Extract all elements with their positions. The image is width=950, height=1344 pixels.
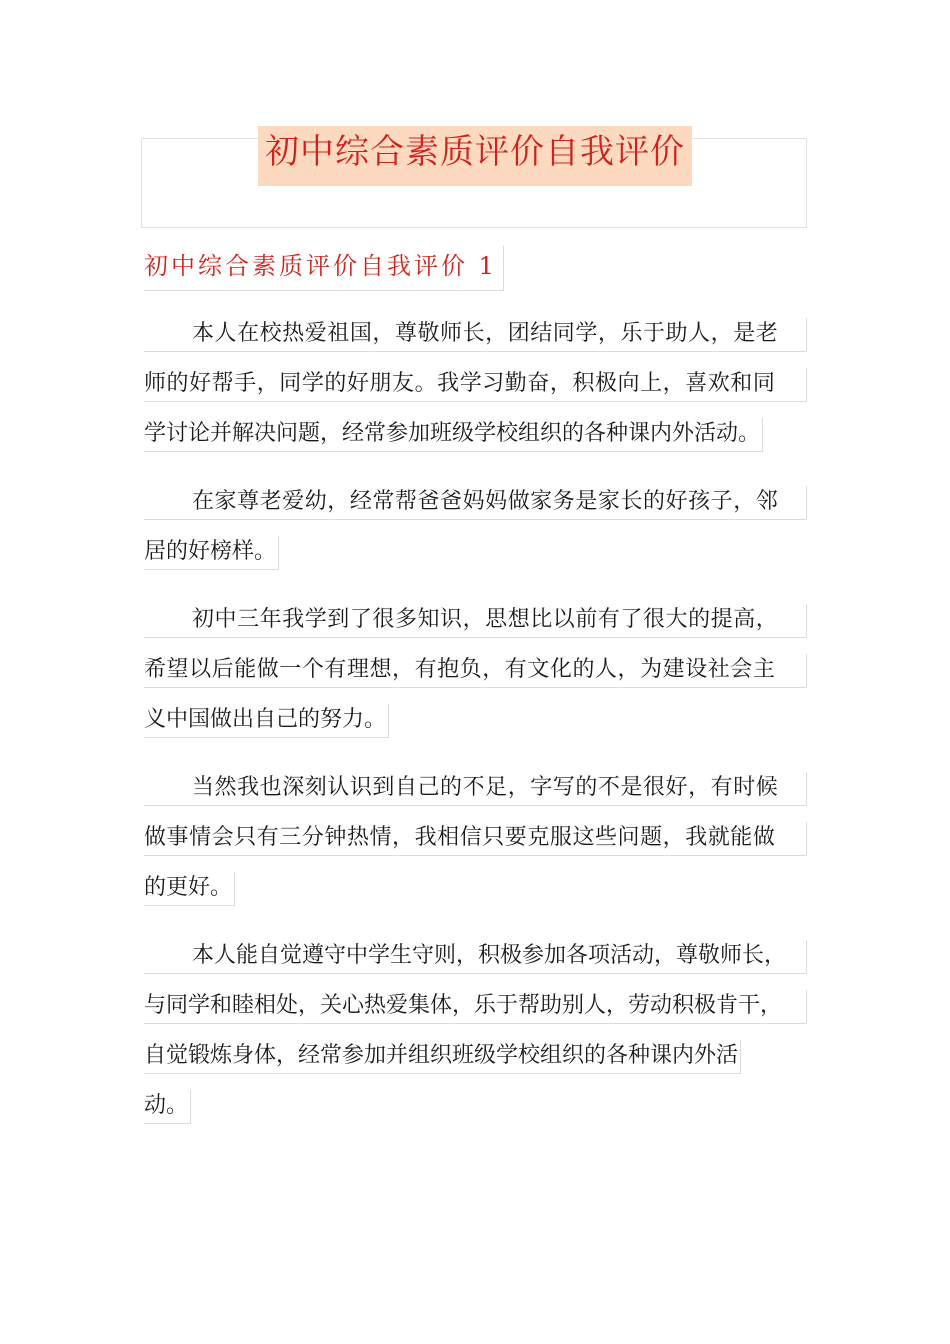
paragraph-5-line-3: 自觉锻炼身体，经常参加并组织班级学校组织的各种课内外活 xyxy=(144,1040,741,1074)
paragraph-5-line-4: 动。 xyxy=(144,1090,191,1124)
paragraph-5-line-2: 与同学和睦相处，关心热爱集体，乐于帮助别人，劳动积极肯干， xyxy=(144,990,807,1024)
paragraph-1-line-1: 本人在校热爱祖国，尊敬师长，团结同学，乐于助人，是老 xyxy=(144,318,807,352)
paragraph-2-line-1: 在家尊老爱幼，经常帮爸爸妈妈做家务是家长的好孩子，邻 xyxy=(144,486,807,520)
section-heading: 初中综合素质评价自我评价 1 xyxy=(144,246,504,291)
paragraph-1-line-2: 师的好帮手，同学的好朋友。我学习勤奋，积极向上，喜欢和同 xyxy=(144,368,807,402)
paragraph-3-line-3: 义中国做出自己的努力。 xyxy=(144,704,389,738)
paragraph-3-line-1: 初中三年我学到了很多知识，思想比以前有了很大的提高， xyxy=(144,604,807,638)
paragraph-1-line-3: 学讨论并解决问题，经常参加班级学校组织的各种课内外活动。 xyxy=(144,418,763,452)
paragraph-5-line-1: 本人能自觉遵守中学生守则，积极参加各项活动，尊敬师长， xyxy=(144,940,807,974)
paragraph-4-line-1: 当然我也深刻认识到自己的不足，字写的不是很好，有时候 xyxy=(144,772,807,806)
paragraph-4-line-3: 的更好。 xyxy=(144,872,235,906)
paragraph-4-line-2: 做事情会只有三分钟热情，我相信只要克服这些问题，我就能做 xyxy=(144,822,807,856)
paragraph-3-line-2: 希望以后能做一个有理想，有抱负，有文化的人，为建设社会主 xyxy=(144,654,807,688)
document-title: 初中综合素质评价自我评价 xyxy=(258,126,692,186)
paragraph-2-line-2: 居的好榜样。 xyxy=(144,536,279,570)
